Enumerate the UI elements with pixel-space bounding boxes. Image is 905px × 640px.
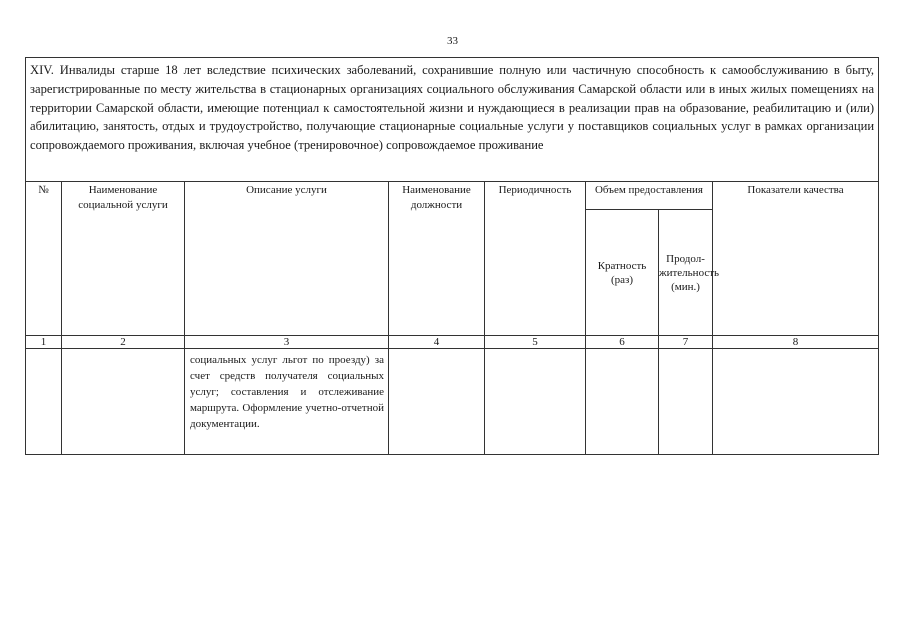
cell-num: [26, 349, 62, 455]
header-service-name: Наименование социальной услуги: [62, 182, 185, 336]
header-quality: Показатели качества: [713, 182, 879, 336]
cell-multiplicity: [586, 349, 659, 455]
page-number: 33: [447, 35, 458, 47]
cell-position: [389, 349, 485, 455]
column-number: 5: [485, 336, 586, 349]
header-periodicity: Периодичность: [485, 182, 586, 336]
column-number: 2: [62, 336, 185, 349]
header-position: Наименование должности: [389, 182, 485, 336]
section-title: XIV. Инвалиды старше 18 лет вследствие психических заболеваний, сохранившие полную или частичную способность к самообслуживанию в быту, зарегистрированные по месту жительства в стационарных организациях социального обслуживания Самарской области или в иных жилых помещениях на территории Самарской области, имеющие потенциал к самостоятельной жизни и нуждающиеся в реализации прав на образование, реабилитацию и (или) абилитацию, занятость, отдых и трудоустройство, получающие стационарные социальные услуги у поставщиков социальных услуг в рамках организации сопровождаемого проживания, включая учебное (тренировочное) сопровождаемое проживание: [26, 58, 879, 182]
header-description: Описание услуги: [185, 182, 389, 336]
cell-quality: [713, 349, 879, 455]
column-number: 7: [659, 336, 713, 349]
column-number: 1: [26, 336, 62, 349]
header-duration: Продол-жительность (мин.): [659, 210, 713, 336]
table-row: [26, 349, 879, 455]
header-volume: Объем предоставления: [586, 182, 713, 210]
cell-service-name: [62, 349, 185, 455]
column-number: 4: [389, 336, 485, 349]
column-number: 8: [713, 336, 879, 349]
header-num: №: [26, 182, 62, 336]
cell-periodicity: [485, 349, 586, 455]
header-multiplicity: Кратность (раз): [586, 210, 659, 336]
cell-duration: [659, 349, 713, 455]
cell-description: социальных услуг льгот по проезду) за счет средств получателя социальных услуг; составления и отслеживание маршрута. Оформление учетно-отчетной документации.: [185, 349, 389, 455]
services-table: [25, 57, 879, 455]
column-number: 3: [185, 336, 389, 349]
column-number: 6: [586, 336, 659, 349]
column-numbers-row: [26, 336, 879, 349]
